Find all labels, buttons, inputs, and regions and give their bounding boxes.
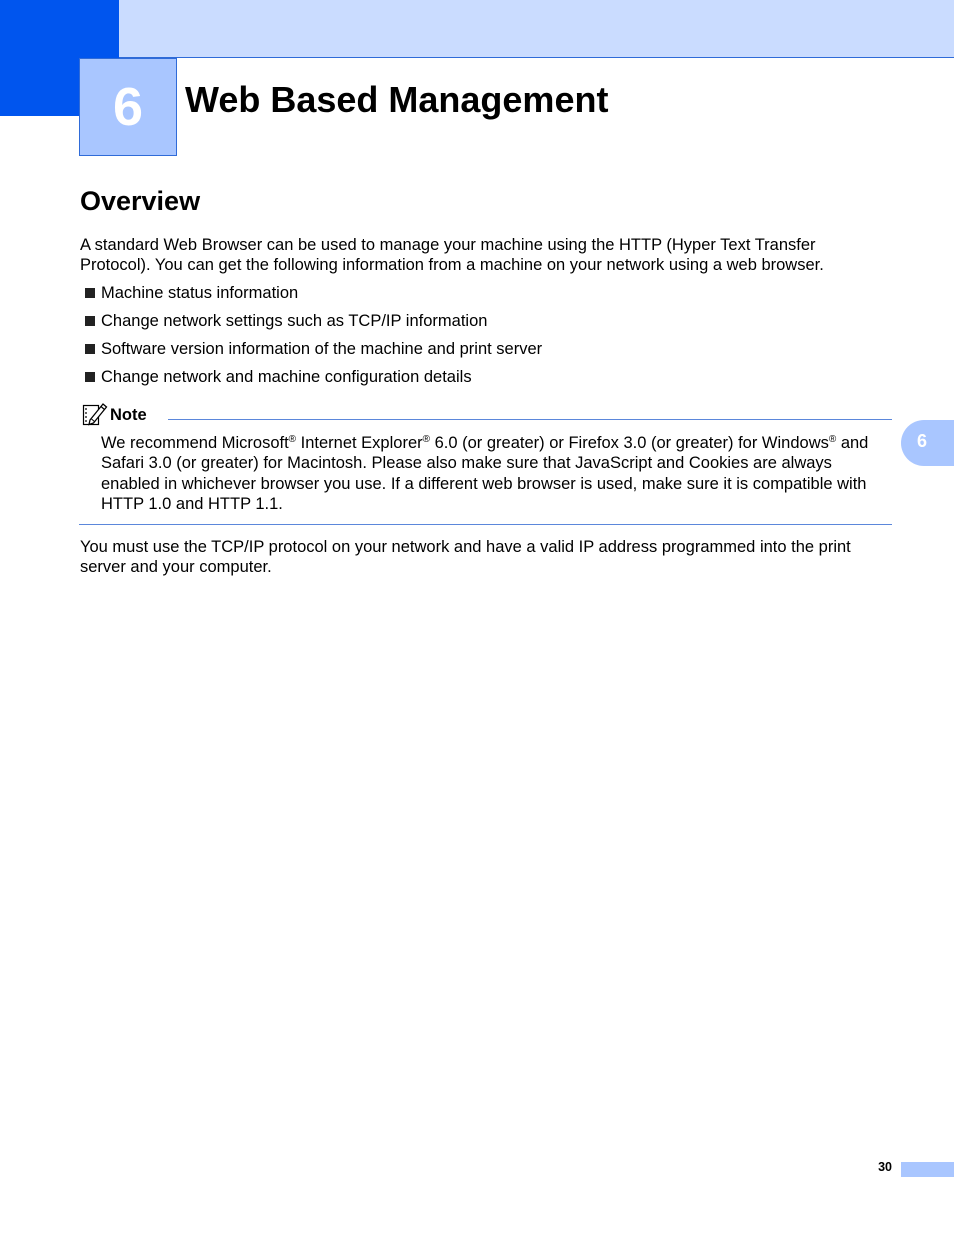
list-item — [85, 367, 542, 395]
list-item — [85, 283, 542, 311]
registered-mark: ® — [288, 434, 297, 445]
requirement-paragraph: You must use the TCP/IP protocol on your network and have a valid IP address programmed into the print server and your computer. — [80, 538, 851, 576]
note-text — [101, 433, 893, 514]
chapter-side-tab-number: 6 — [917, 431, 928, 451]
note-text-segment: 6.0 (or greater) or Firefox 3.0 (or greater) for Windows — [429, 434, 829, 452]
footer-bar — [901, 1162, 954, 1177]
note-rule-bottom — [79, 524, 892, 525]
feature-list — [85, 283, 542, 395]
note-rule-top — [168, 419, 892, 420]
chapter-number-box — [79, 58, 177, 156]
page-number: 30 — [878, 1160, 892, 1174]
note-text-segment: Internet Explorer — [296, 434, 423, 452]
registered-mark: ® — [422, 434, 430, 445]
note-text-segment: We recommend Microsoft — [101, 434, 289, 452]
chapter-title: Web Based Management — [185, 79, 609, 120]
note-pencil-icon — [81, 401, 108, 426]
square-bullet-icon — [85, 288, 95, 298]
intro-paragraph: A standard Web Browser can be used to manage your machine using the HTTP (Hyper Text Transfer Protocol). You can get the following information from a machine on your network using a web browser. — [80, 236, 824, 274]
square-bullet-icon — [85, 344, 95, 354]
list-item — [85, 311, 542, 339]
list-item-text: Software version information of the machine and print server — [101, 340, 543, 358]
header-band — [0, 0, 954, 58]
square-bullet-icon — [85, 316, 95, 326]
note-text-segment: and Safari 3.0 (or greater) for Macintosh. Please also make sure that JavaScript and Cookies are always enabled in whichever browser you use. If a different web browser is used, make sure it is compatible with HTTP 1.0 and HTTP 1.1. — [101, 434, 869, 513]
list-item-text: Change network and machine configuration details — [101, 368, 472, 386]
list-item-text: Machine status information — [101, 284, 299, 302]
section-heading: Overview — [80, 186, 201, 216]
square-bullet-icon — [85, 372, 95, 382]
registered-mark: ® — [828, 434, 837, 445]
chapter-number: 6 — [112, 77, 144, 137]
chapter-side-tab — [901, 420, 954, 466]
list-item-text: Change network settings such as TCP/IP information — [101, 312, 488, 330]
note-label: Note — [110, 406, 147, 424]
list-item — [85, 339, 542, 367]
